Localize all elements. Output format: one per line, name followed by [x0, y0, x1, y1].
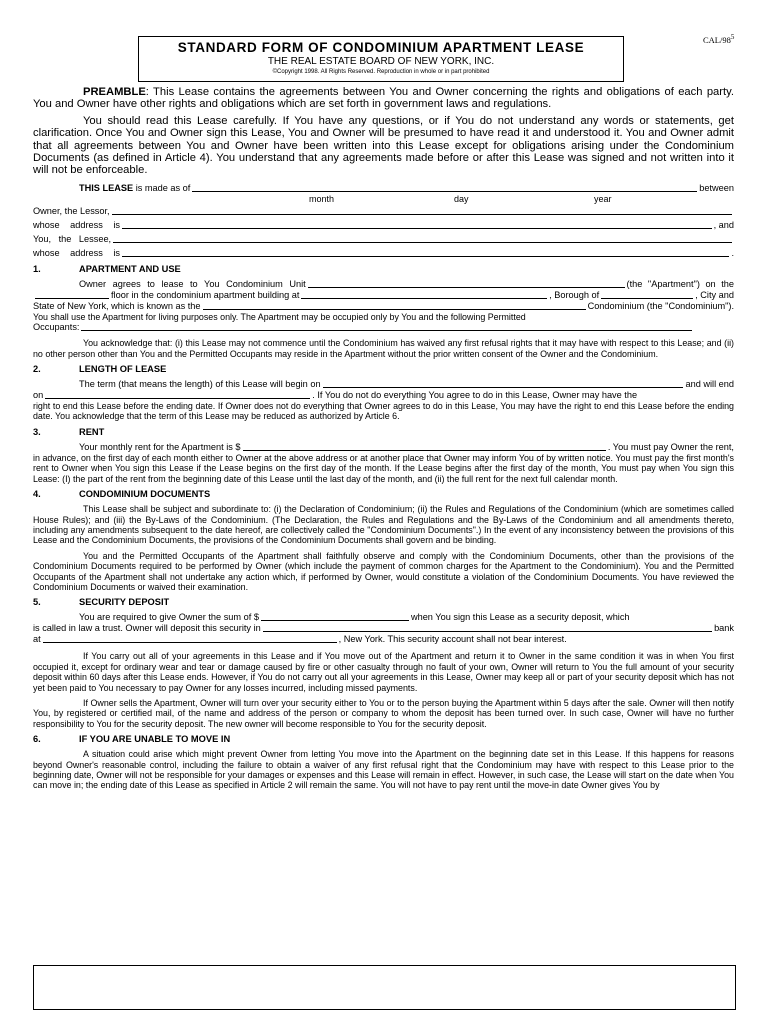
section-5-paragraph-3: If Owner sells the Apartment, Owner will turn over your security either to You or to the person buying the Apartment within 5 days after the sale. Owner will then notify You, by registered or certified mail, of the name and address of the person or company to whom the deposit has been turned over. In such case, Owner will have no further responsibility to You for the security deposit. The new owner will become responsible to You for the security deposit. — [33, 697, 734, 729]
lessee-name-field[interactable] — [113, 241, 732, 243]
lease-date-field[interactable] — [192, 190, 697, 192]
section-2-text: right to end this Lease before the ending date. If Owner does not do everything that Owner agrees to do in this Lease, You may have the right to end this Lease before the ending date. You acknowledge that the term of this Lease may be reduced as authorized by Article 6. — [33, 401, 734, 422]
floor-field[interactable] — [35, 297, 109, 299]
condominium-name-field[interactable] — [203, 308, 586, 310]
lease-body — [33, 86, 734, 791]
title-box — [138, 36, 624, 82]
building-address-field[interactable] — [301, 297, 547, 299]
section-2-begin-row: The term (that means the length) of this Lease will begin on and will end — [79, 379, 734, 390]
section-5-heading: 5. SECURITY DEPOSIT — [33, 597, 170, 608]
owner-address-row: whose address is , and — [33, 219, 734, 230]
copyright-notice: ©Copyright 1998. All Rights Reserved. Reproduction in whole or in part prohibited — [272, 69, 490, 75]
section-3-heading: 3. RENT — [33, 426, 105, 437]
section-3-text: in advance, on the first day of each month either to Owner at the above address or at another place that Owner may inform You of by written notice. You must pay the first month's rent to Owner when You sign this Lease if the Lease begins on the first day of the month. If the Lease begins after the first day of the month, You must pay when You sign this Lease: (I) the part of the rent from the beginning date of this Lease until the last day of the month, and (ii) the full rent for the next full calendar month. — [33, 452, 734, 484]
occupants-row: Occupants: — [33, 322, 734, 333]
section-5-deposit-row: You are required to give Owner the sum of $ when You sign this Lease as a security deposit, which — [79, 612, 630, 623]
document-title: STANDARD FORM OF CONDOMINIUM APARTMENT LEASE — [177, 40, 585, 55]
preamble-heading: PREAMBLE — [83, 86, 146, 98]
lessee-row: You, the Lessee, — [33, 234, 734, 245]
section-5-bank-row: is called in law a trust. Owner will deposit this security in bank — [33, 623, 734, 634]
section-6-heading: 6. IF YOU ARE UNABLE TO MOVE IN — [33, 734, 231, 745]
section-6-paragraph: A situation could arise which might prevent Owner from letting You move into the Apartment on the beginning date set in this Lease. If this happens for reasons beyond Owner's reasonable control, including the failure to obtain a waiver of any first refusal right that the Condominium may have with respect to this Lease prior to the beginning date, Owner will not be responsible for your damages or expenses and this Lease will remain in effect. However, in such case, the Lease will start on the date when You can move in; the ending date of this Lease as specified in Article 2 will remain the same. You will not have to pay rent until the move-in date Owner gives You by — [33, 749, 734, 791]
lease-date-row: THIS LEASE is made as of between — [79, 182, 734, 193]
form-code: CAL/$98^5$ — [703, 33, 735, 45]
lease-begin-date-field[interactable] — [323, 386, 684, 388]
section-4-paragraph-1: This Lease shall be subject and subordinate to: (i) the Declaration of Condominium; (ii) the Rules and Regulations of the Condominium (which are sometimes called House Rules); and (iii) the By-Laws of the Condominium. (The Declaration, the Rules and Regulations and the By-Laws of the Condominium and all amendments thereto, including any amendments subsequent to the date hereof, are collectively called the "Condominium Documents".) In the event of any inconsistency between the provisions of this Lease and the Condominium Documents, the provisions of the Condominium Documents shall govern and be binding. — [33, 504, 734, 546]
publisher-name: THE REAL ESTATE BOARD OF NEW YORK, INC. — [267, 56, 495, 67]
section-1-floor-row: floor in the condominium apartment building at , Borough of , City and — [33, 290, 734, 301]
owner-name-field[interactable] — [112, 213, 732, 215]
section-2-heading: 2. LENGTH OF LEASE — [33, 364, 167, 375]
date-labels: month day year — [309, 193, 612, 204]
section-5-bank-address-row: at , New York. This security account shall not bear interest. — [33, 634, 567, 645]
preamble-paragraph: PREAMBLE: This Lease contains the agreements between You and Owner concerning the rights and obligations of each party. You and Owner have other rights and obligations which are set forth in government laws and regulations. — [33, 86, 734, 111]
section-1-heading: 1. APARTMENT AND USE — [33, 263, 181, 274]
monthly-rent-field[interactable] — [243, 449, 606, 451]
footer-box — [33, 965, 736, 1010]
lessee-address-row: whose address is . — [33, 247, 734, 258]
unit-number-field[interactable] — [308, 286, 625, 288]
section-1-use: You shall use the Apartment for living purposes only. The Apartment may be occupied only by You and the following Permitted — [33, 311, 526, 322]
section-5-paragraph-2: If You carry out all of your agreements in this Lease and if You move out of the Apartment and return it to Owner in the same condition it was in when You first occupied it, except for ordinary wear and tear or damage caused by fire or other casualty through no fault of your own, Owner will return to You the full amount of your security deposit within 60 days after this Lease ends. However, if You do not carry out all your agreements in this Lease, Owner may keep all or part of your security deposit which has not yet been paid to You necessary to pay Owner for any losses incurred, including missed payments. — [33, 651, 734, 693]
owner-row: Owner, the Lessor, — [33, 206, 734, 217]
section-3-rent-row: Your monthly rent for the Apartment is $ . You must pay Owner the rent, — [79, 441, 734, 452]
security-deposit-field[interactable] — [261, 619, 409, 621]
section-4-paragraph-2: You and the Permitted Occupants of the Apartment shall faithfully observe and comply with the Condominium Documents, other than the provisions of the Condominium Documents required to be performed by Owner (which include the payment of common charges for the Apartment to the Condominium). You and the Permitted Occupants of the Apartment shall not undertake any action which, if performed by Owner, would constitute a violation of the Condominium Documents. You have reviewed the Condominium Documents or waived their examination. — [33, 550, 734, 592]
bank-name-field[interactable] — [263, 630, 712, 632]
section-1-acknowledgement: You acknowledge that: (i) this Lease may not commence until the Condominium has waived any first refusal rights that it may have with respect to this Lease; and (ii) no other person other than You and the Permitted Occupants may reside in the Apartment without the prior written consent of the Owner and the Condominium. — [33, 338, 734, 359]
bank-address-field[interactable] — [43, 641, 337, 643]
section-1-condo-row: State of New York, which is known as the Condominium (the "Condominium"). — [33, 300, 734, 311]
section-2-end-row: on . If You do not do everything You agree to do in this Lease, Owner may have the — [33, 390, 638, 401]
owner-address-field[interactable] — [122, 227, 712, 229]
lessee-address-field[interactable] — [122, 255, 729, 257]
preamble-paragraph-2: You should read this Lease carefully. If You have any questions, or if You do not understand any words or statements, get clarification. Once You and Owner sign this Lease, You and Owner will be presumed to have read it and understood it. You and Owner admit that all agreements between You and Owner have been written into this Lease except for obligations arising under the Condominium Documents (as defined in Article 4). You understand that any agreements made before or after this Lease was signed and not written into it will not be enforceable. — [33, 114, 734, 177]
lease-end-date-field[interactable] — [45, 397, 310, 399]
section-4-heading: 4. CONDOMINIUM DOCUMENTS — [33, 489, 211, 500]
section-1-unit-row: Owner agrees to lease to You Condominium Unit (the "Apartment") on the — [79, 278, 734, 289]
occupants-field[interactable] — [81, 329, 692, 331]
borough-field[interactable] — [601, 297, 693, 299]
